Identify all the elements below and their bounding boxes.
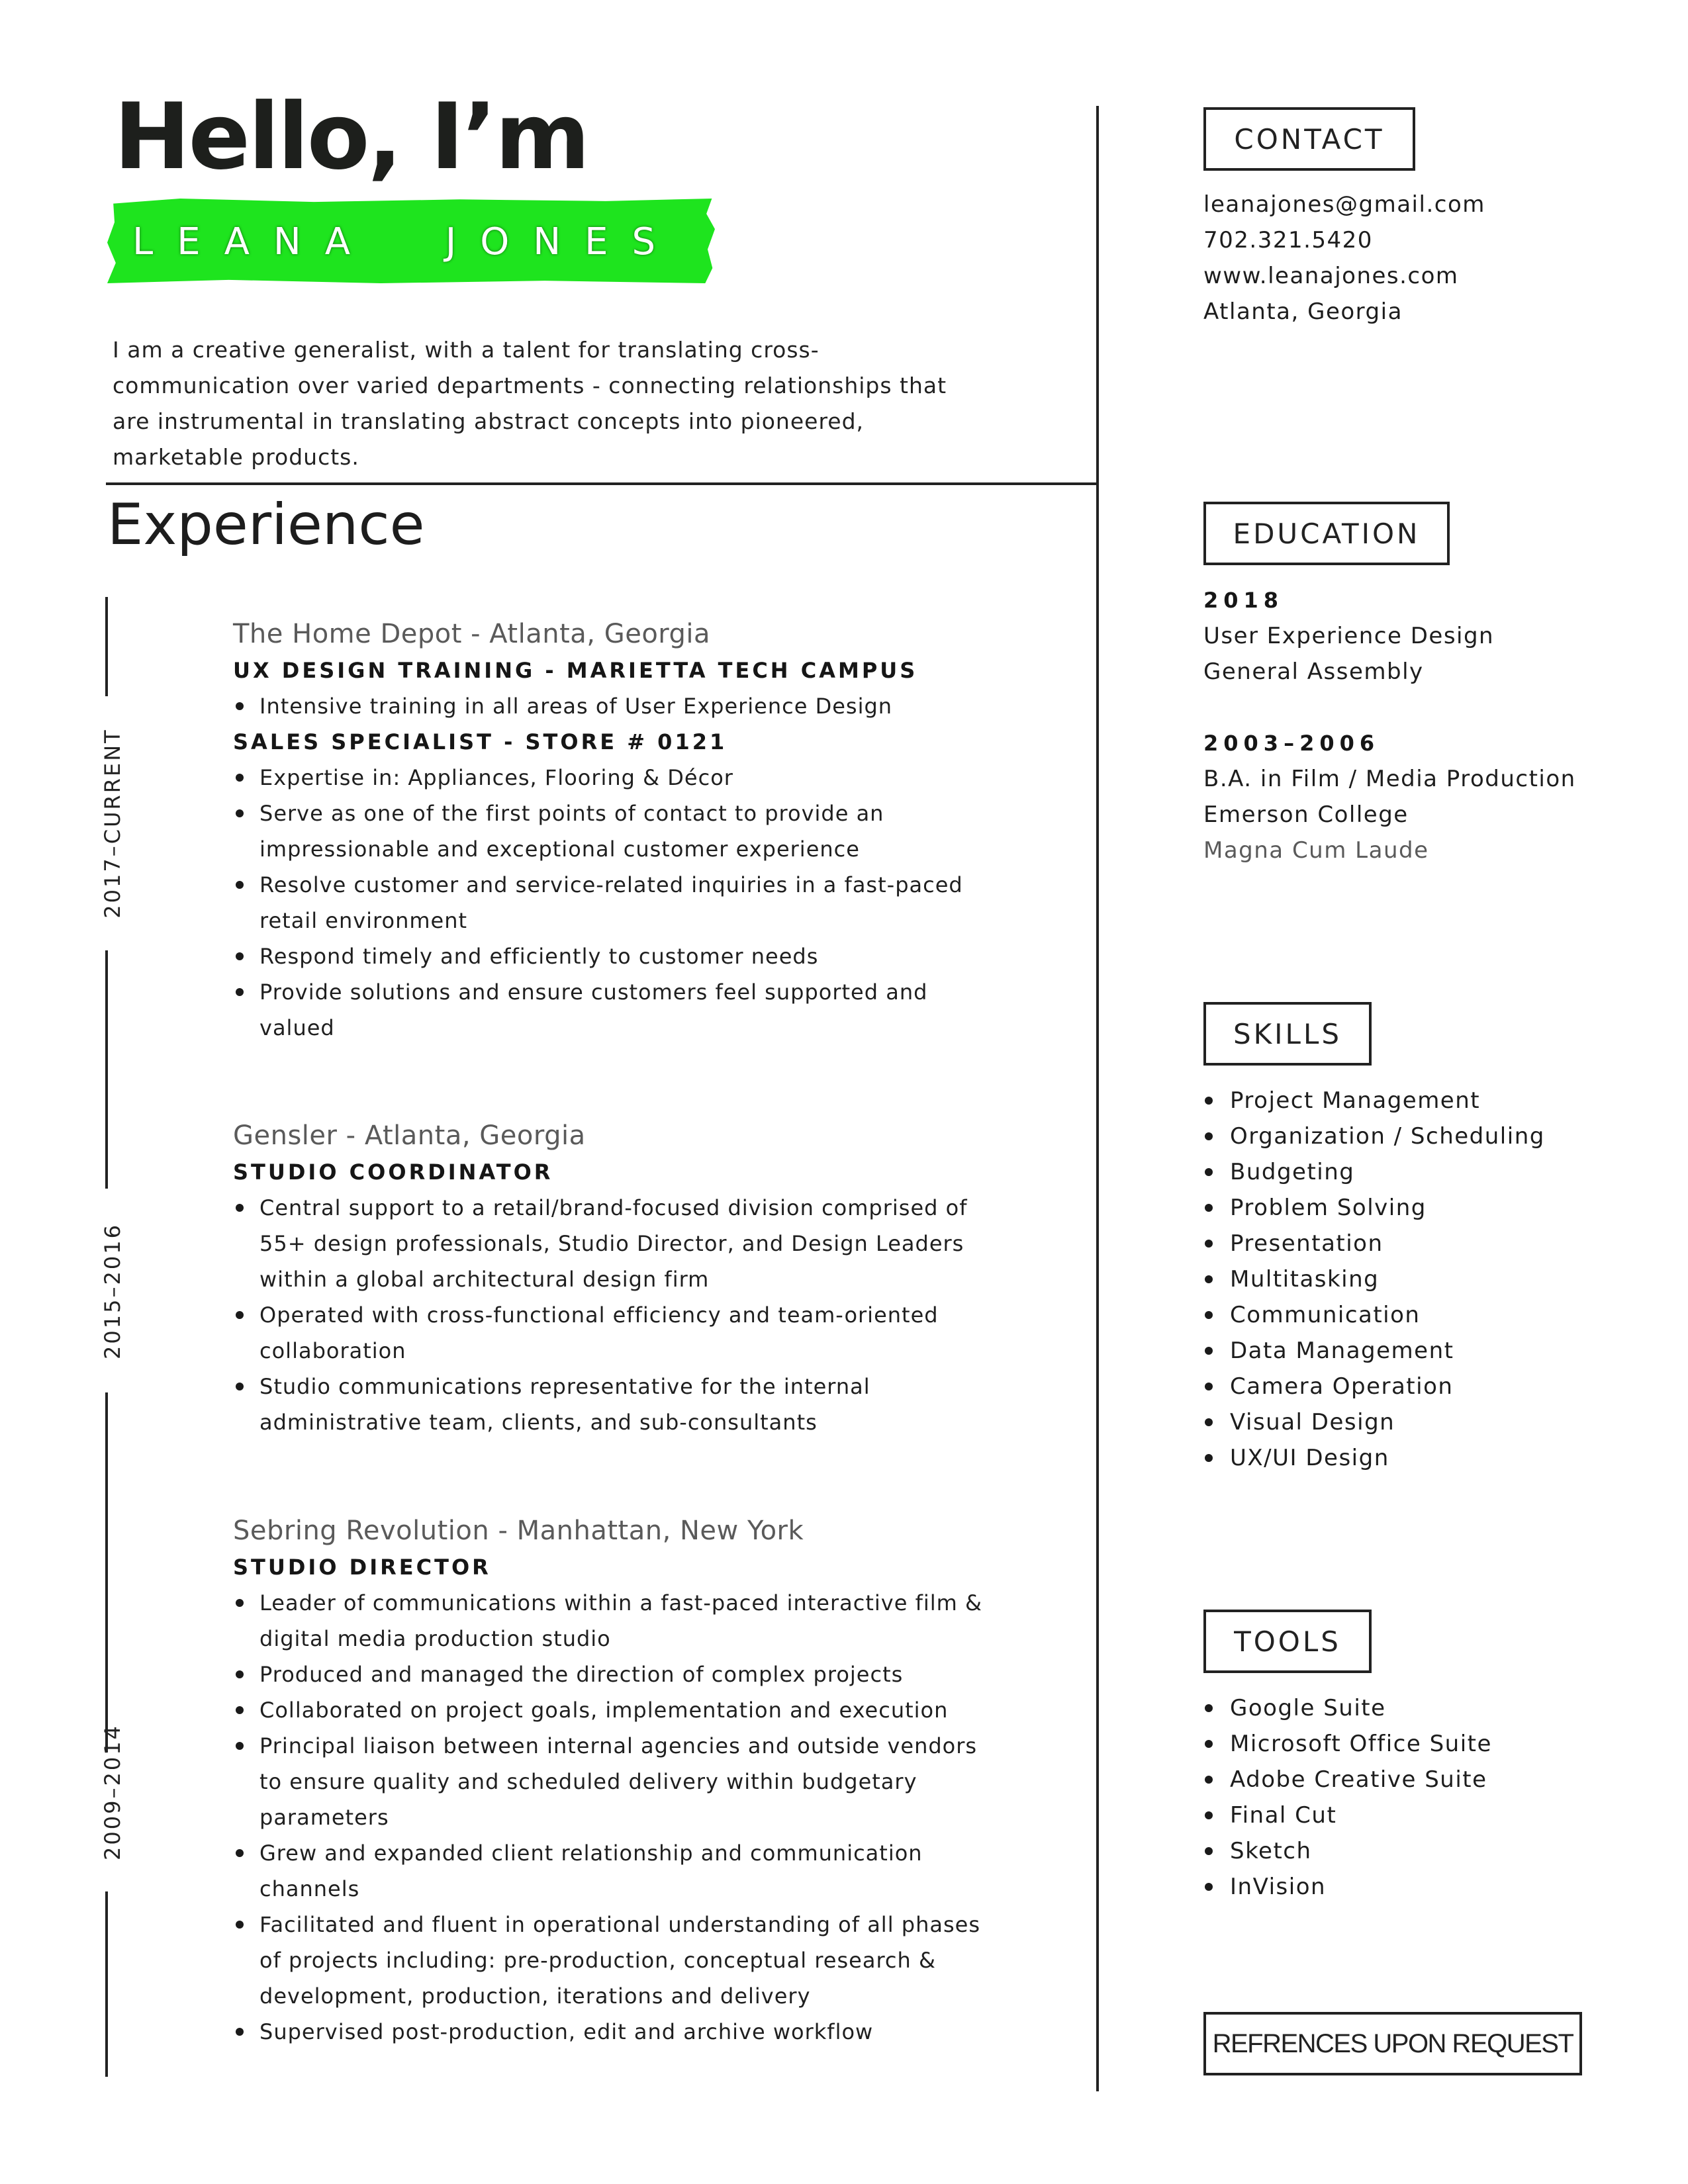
list-item: Microsoft Office Suite [1203,1726,1627,1762]
contact-phone[interactable]: 702.321.5420 [1203,227,1373,253]
job-company: Gensler - Atlanta, Georgia [233,1120,586,1151]
list-item: Project Management [1203,1083,1627,1118]
list-item: Adobe Creative Suite [1203,1762,1627,1797]
list-item: Central support to a retail/brand-focused division comprised of 55+ design professionals, Studio Director, and Design Leaders within a global architectural design firm [233,1190,994,1297]
job-entry-sebring [233,1512,1027,2050]
list-item: Sketch [1203,1833,1627,1869]
list-item: Communication [1203,1297,1627,1333]
education-entry-1 [1203,582,1627,690]
contact-location: Atlanta, Georgia [1203,298,1403,325]
job-role: UX DESIGN TRAINING - MARIETTA TECH CAMPUS [233,658,918,683]
references-box: REFRENCES UPON REQUEST [1203,2012,1582,2075]
list-item: Produced and managed the direction of complex projects [233,1657,994,1692]
list-item: Studio communications representative for the internal administrative team, clients, and sub-consultants [233,1369,994,1440]
job-company: The Home Depot - Atlanta, Georgia [233,619,711,649]
job-role: SALES SPECIALIST - STORE # 0121 [233,729,727,754]
job-company: Sebring Revolution - Manhattan, New York [233,1516,804,1546]
timeline-segment [105,1891,108,2077]
education-year: 2018 [1203,588,1284,613]
greeting-heading: Hello, I’m [114,83,588,190]
intro-paragraph: I am a creative generalist, with a talent for translating cross-communication over varied departments - connecting relationships that are instrumental in translating abstract concepts into pioneered, marketable products. [113,337,947,470]
list-item: Supervised post-production, edit and archive workflow [233,2014,994,2050]
list-item: Respond timely and efficiently to customer needs [233,938,994,974]
list-item: Resolve customer and service-related inquiries in a fast-paced retail environment [233,867,994,938]
job-entry-home-depot [233,615,1027,1046]
contact-website[interactable]: www.leanajones.com [1203,263,1459,289]
education-heading: EDUCATION [1203,502,1450,565]
education-degree: User Experience Design [1203,623,1495,649]
contact-heading: CONTACT [1203,107,1415,171]
skills-heading: SKILLS [1203,1002,1372,1066]
education-school: General Assembly [1203,659,1424,685]
tools-heading: TOOLS [1203,1610,1372,1673]
list-item: Grew and expanded client relationship and communication channels [233,1835,994,1907]
list-item: InVision [1203,1869,1627,1905]
list-item: Final Cut [1203,1797,1627,1833]
contact-details [1203,187,1627,330]
list-item: Camera Operation [1203,1369,1627,1404]
education-degree: B.A. in Film / Media Production [1203,766,1576,792]
timeline-segment [105,950,108,1189]
education-entry-2 [1203,725,1627,868]
list-item: Principal liaison between internal agencies and outside vendors to ensure quality and scheduled delivery within budgetary parameters [233,1728,994,1835]
list-item: UX/UI Design [1203,1440,1627,1476]
list-item: Budgeting [1203,1154,1627,1190]
education-honors: Magna Cum Laude [1203,837,1429,864]
section-divider [106,482,1099,485]
job-role: STUDIO DIRECTOR [233,1555,491,1580]
job-bullets [233,1190,1027,1440]
list-item: Google Suite [1203,1690,1627,1726]
list-item: Visual Design [1203,1404,1627,1440]
list-item: Problem Solving [1203,1190,1627,1226]
list-item: Organization / Scheduling [1203,1118,1627,1154]
list-item: Serve as one of the first points of contact to provide an impressionable and exceptional customer experience [233,796,994,867]
job-bullets [233,1585,1027,2050]
job-bullets [233,760,1027,1046]
list-item: Multitasking [1203,1261,1627,1297]
list-item: Intensive training in all areas of User Experience Design [233,688,994,724]
list-item: Collaborated on project goals, implementation and execution [233,1692,994,1728]
job-entry-gensler [233,1117,1027,1440]
job-role: STUDIO COORDINATOR [233,1160,553,1185]
list-item: Leader of communications within a fast-paced interactive film & digital media production studio [233,1585,994,1657]
timeline-segment [105,597,108,696]
education-school: Emerson College [1203,801,1409,828]
list-item: Operated with cross-functional efficiency and team-oriented collaboration [233,1297,994,1369]
full-name: LEANA JONES [132,220,680,263]
list-item: Provide solutions and ensure customers feel supported and valued [233,974,994,1046]
tools-list [1203,1690,1627,1905]
list-item: Data Management [1203,1333,1627,1369]
list-item: Facilitated and fluent in operational understanding of all phases of projects including: pre-production, conceptual research & development, production, iterations and delivery [233,1907,994,2014]
education-year: 2003–2006 [1203,731,1380,756]
column-divider [1096,106,1099,2091]
list-item: Expertise in: Appliances, Flooring & Décor [233,760,994,796]
list-item: Presentation [1203,1226,1627,1261]
experience-heading: Experience [107,492,425,558]
timeline-segment [105,1392,108,1752]
skills-list [1203,1083,1627,1476]
job-bullets [233,688,1027,724]
contact-email[interactable]: leanajones@gmail.com [1203,191,1485,218]
